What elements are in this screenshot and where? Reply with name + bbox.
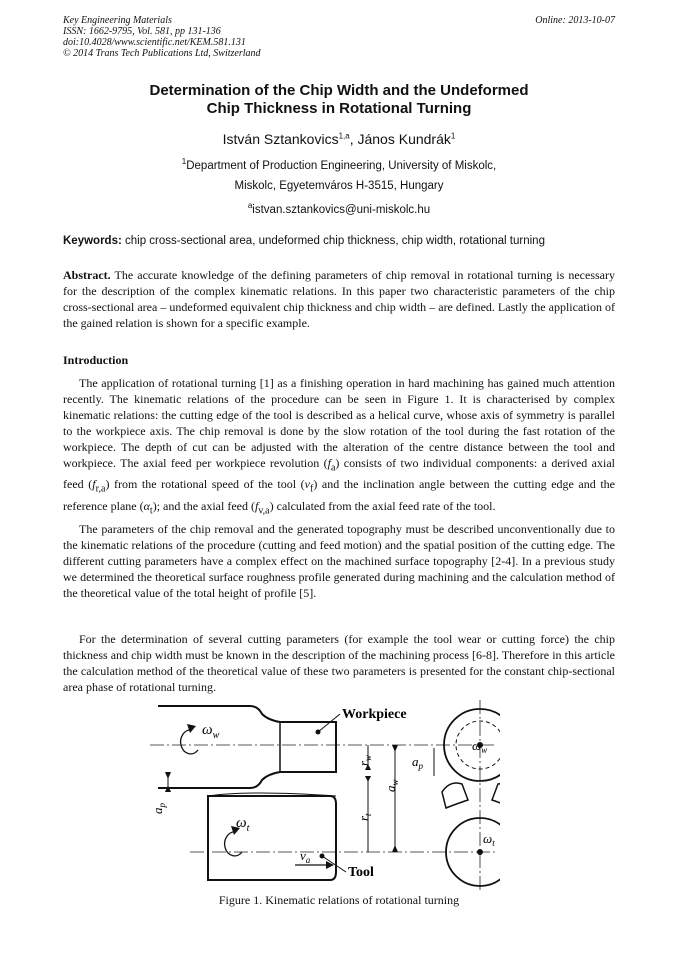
intro-paragraph-3: For the determination of several cutting parameters (for example the tool wear or cutting force) the chip thickness and chip width must be known in the description of the machining process [6-8]. Therefore in this article the calculation method of the theoretical value of these two parameters is presented for the constant chip-sectional area phase of rotational turning. (63, 632, 615, 694)
rt-arrowhead (365, 776, 371, 782)
sym-vf-sub: f (310, 483, 314, 495)
sym-alpha-sub: t (149, 505, 153, 517)
doi: doi:10.4028/www.scientific.net/KEM.581.131 (63, 37, 246, 48)
va-label: $v_a$ (300, 848, 311, 865)
omega-t-label: $\omega_t$ (236, 815, 250, 834)
author-2-sup: 1 (450, 131, 456, 141)
tool-leader (322, 856, 346, 872)
sym-alpha: α (143, 498, 150, 513)
intro-paragraph-1 (63, 375, 615, 519)
keywords-text: chip cross-sectional area, undeformed chip thickness, chip width, rotational turning (121, 235, 545, 247)
sym-vf: v (304, 477, 310, 492)
issn: ISSN: 1662-9795, Vol. 581, pp 131-136 (63, 26, 221, 37)
aw-label: $a_w$ (383, 779, 400, 792)
sym-fva: f (254, 498, 259, 513)
sym-fra: f (92, 477, 96, 492)
p1-text-6: ) calculated from the axial feed rate of the tool. (269, 498, 496, 513)
copyright: © 2014 Trans Tech Publications Ltd, Switzerland (63, 48, 261, 59)
journal-header (63, 15, 261, 59)
workpiece-rotation-arrow (181, 730, 198, 754)
email-address[interactable]: istvan.sztankovics@uni-miskolc.hu (252, 203, 431, 216)
affiliation-line-2: Miskolc, Egyetemváros H-3515, Hungary (234, 180, 444, 192)
keywords-label: Keywords: (63, 235, 122, 247)
p1-text-3: ) from the rotational speed of the tool ( (105, 477, 305, 492)
affiliation-sup-1: 1 (181, 157, 187, 166)
ap-left-label: $a_p$ (150, 803, 167, 814)
intro-paragraph-2: The parameters of the chip removal and the generated topography must be described unconventionally due to the kinematic relations of the procedure (cutting and feed motion) and the spatial position of the cutting edge. The different cutting parameters have a complex effect on the machined surface topography [2-4]. In a previous study we determined the theoretical surface roughness profile generated during machining and the calculation method of the theoretical value of the total height of profile [5]. (63, 522, 615, 600)
abstract-text: The accurate knowledge of the defining parameters of chip removal in rotational turning is necessary for the description of the complex kinematic relations. In this paper two characteristic parameters of the chip cross-sectional area – undeformed equivalent chip thickness and chip width – are defined. Lastly the application of the gained relation is shown for a specific example. (63, 268, 615, 330)
workpiece-rotation-arrowhead (187, 724, 196, 733)
affiliation-email (63, 201, 615, 216)
ap-arrow-top (165, 772, 171, 779)
workpiece-leader-dot (316, 730, 321, 735)
abstract-label: Abstract. (63, 268, 111, 282)
omega-w-label: $\omega_w$ (202, 722, 220, 741)
p1-text-2: ) consists of two individual components: a derived axial feed ( (63, 456, 615, 492)
tool-tooth-left (442, 783, 468, 808)
p1-text-1: The application of rotational turning [1] as a finishing operation in hard machining has gained much attention recently. The kinematic relations of the procedure can be seen in Figure 1. It is characterised by complex kinematic relations: the cutting edge of the tool is described as a helical curve, whose axis of symmetry is parallel to the workpiece axis. The chip removal is done by the slow rotation of the tool during the fast rotation of the workpiece. The depth of cut can be adjusted with the alteration of the centre distance between the tool and workpiece. The axial feed per workpiece revolution ( (63, 376, 615, 470)
author-1: István Sztankovics (222, 131, 339, 147)
author-1-sup: 1,a (338, 131, 350, 141)
paper-title (63, 82, 615, 118)
ap-right-label: $a_p$ (412, 754, 423, 771)
abstract (63, 267, 615, 331)
author-separator: , (349, 131, 358, 147)
figure-caption: Figure 1. Kinematic relations of rotational turning (218, 893, 460, 907)
tool-shape (208, 796, 336, 880)
tool-leader-dot (320, 854, 325, 859)
p1-text-4: ) and the inclination angle between the cutting edge and the reference plane ( (63, 477, 615, 513)
rt-label: $r_t$ (356, 813, 373, 821)
sym-fva-sub: v,a (258, 505, 270, 517)
aw-arrow-bottom (392, 845, 398, 852)
authors (63, 131, 615, 147)
workpiece-label: Workpiece (342, 707, 407, 722)
journal-name: Key Engineering Materials (63, 15, 172, 26)
author-2: János Kundrák (357, 131, 451, 147)
aw-arrow-top (392, 745, 398, 752)
tool-label: Tool (348, 865, 374, 880)
workpiece-shape (158, 706, 336, 788)
tool-tooth-right (492, 784, 500, 808)
omega-w-right-label: $\omega_w$ (472, 738, 488, 755)
affiliation-text-1: Department of Production Engineering, University of Miskolc, (186, 159, 497, 172)
rw-label: $r_w$ (356, 754, 373, 766)
section-heading-introduction: Introduction (63, 353, 129, 367)
feed-arrowhead (326, 861, 334, 869)
email-sup: a (247, 201, 253, 210)
keywords (63, 235, 615, 247)
p1-text-5: ); and the axial feed ( (152, 498, 255, 513)
online-date: Online: 2013-10-07 (535, 15, 615, 26)
figure-kinematic-diagram (150, 700, 500, 890)
title-line-1: Determination of the Chip Width and the Undeformed (149, 82, 529, 99)
title-line-2: Chip Thickness in Rotational Turning (206, 100, 472, 117)
affiliation-line-1 (63, 157, 615, 172)
omega-t-right-label: $\omega_t$ (483, 831, 495, 848)
tool-center (477, 849, 483, 855)
sym-fa: f (327, 456, 331, 470)
sym-fra-sub: r,a (95, 483, 106, 495)
sym-fa-sub: a (330, 462, 336, 474)
